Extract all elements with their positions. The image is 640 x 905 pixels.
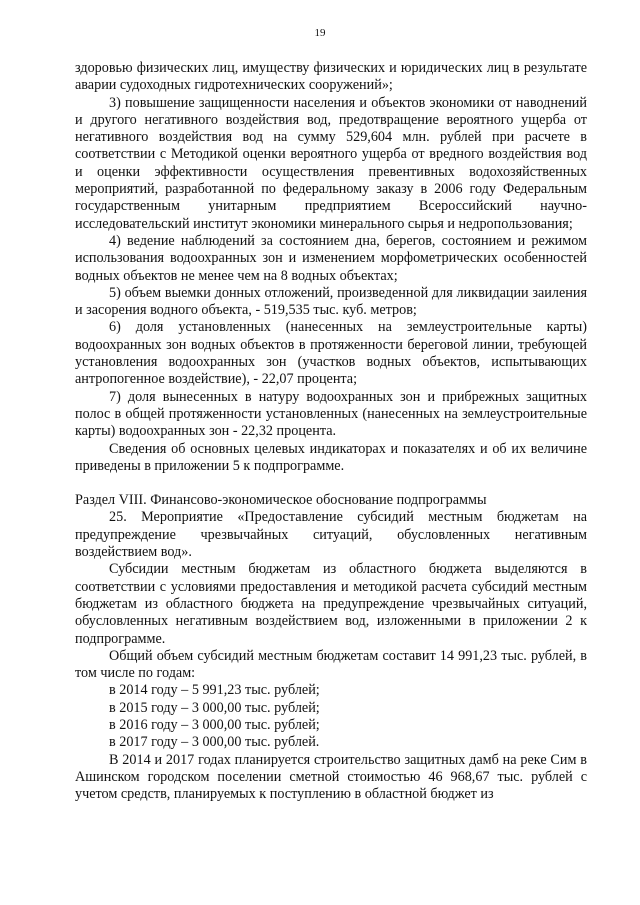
- year-line-2016: в 2016 году – 3 000,00 тыс. рублей;: [109, 716, 320, 733]
- paragraph-indicators-reference: Сведения об основных целевых индикаторах и показателях и об их величине приведены в приложении 5 к подпрограмме.: [75, 440, 587, 474]
- year-line-2015: в 2015 году – 3 000,00 тыс. рублей;: [109, 699, 320, 716]
- section-heading: Раздел VIII. Финансово-экономическое обоснование подпрограммы: [75, 492, 487, 509]
- paragraph-item-6: 6) доля установленных (нанесенных на землеустроительные карты) водоохранных зон водных объектов в протяженности береговой линии, требующей установления водоохранных зон (участков водных объектов, испытывающих антропогенное воздействие), - 22,07 процента;: [75, 319, 587, 388]
- paragraph-total-volume: Общий объем субсидий местным бюджетам составит 14 991,23 тыс. рублей, в том числе по годам:: [75, 647, 587, 682]
- paragraph-item-3: 3) повышение защищенности населения и объектов экономики от наводнений и другого негативного воздействия вод, предотвращение вероятного ущерба от негативного воздействия вод на сумму 529,604 млн. рублей при расчете в соответствии с Методикой оценки вероятного ущерба от вредного воздействия вод и оценки эффективности осуществления превентивных водохозяйственных мероприятий, разработанной по федеральному заказу в 2006 году Федеральным государственным унитарным предприятием Всероссийский научно-исследовательский институт экономики минерального сырья и недропользования;: [75, 94, 587, 232]
- paragraph-item-7: 7) доля вынесенных в натуру водоохранных зон и прибрежных защитных полос в общей протяженности установленных (нанесенных на землеустроительные карты) водоохранных зон - 22,32 процента.: [75, 388, 587, 440]
- paragraph-continuation: здоровью физических лиц, имуществу физических и юридических лиц в результате аварии судоходных гидротехнических сооружений»;: [75, 60, 587, 94]
- paragraph-item-5: 5) объем выемки донных отложений, произведенной для ликвидации заиления и засорения водного объекта, - 519,535 тыс. куб. метров;: [75, 284, 587, 319]
- paragraph-item-4: 4) ведение наблюдений за состоянием дна, берегов, состоянием и режимом использования водоохранных зон и изменением морфометрических особенностей водных объектов не менее чем на 8 водных объектах;: [75, 232, 587, 284]
- page-content: [75, 60, 587, 803]
- year-line-2014: в 2014 году – 5 991,23 тыс. рублей;: [109, 682, 320, 699]
- year-line-2017: в 2017 году – 3 000,00 тыс. рублей.: [109, 734, 320, 751]
- page-number: 19: [314, 27, 326, 39]
- paragraph-measure-25: 25. Мероприятие «Предоставление субсидий местным бюджетам на предупреждение чрезвычайных ситуаций, обусловленных негативным воздействием вод».: [75, 509, 587, 561]
- paragraph-dams-construction: В 2014 и 2017 годах планируется строительство защитных дамб на реке Сим в Ашинском городском поселении сметной стоимостью 46 968,67 тыс. рублей с учетом средств, планируемых к поступлению в областной бюджет из: [75, 751, 587, 803]
- paragraph-subsidies: Субсидии местным бюджетам из областного бюджета выделяются в соответствии с условиями предоставления и методикой расчета субсидий местным бюджетам из областного бюджета на предупреждение чрезвычайных ситуаций, обусловленных негативным воздействием вод, изложенными в приложении 2 к подпрограмме.: [75, 561, 587, 647]
